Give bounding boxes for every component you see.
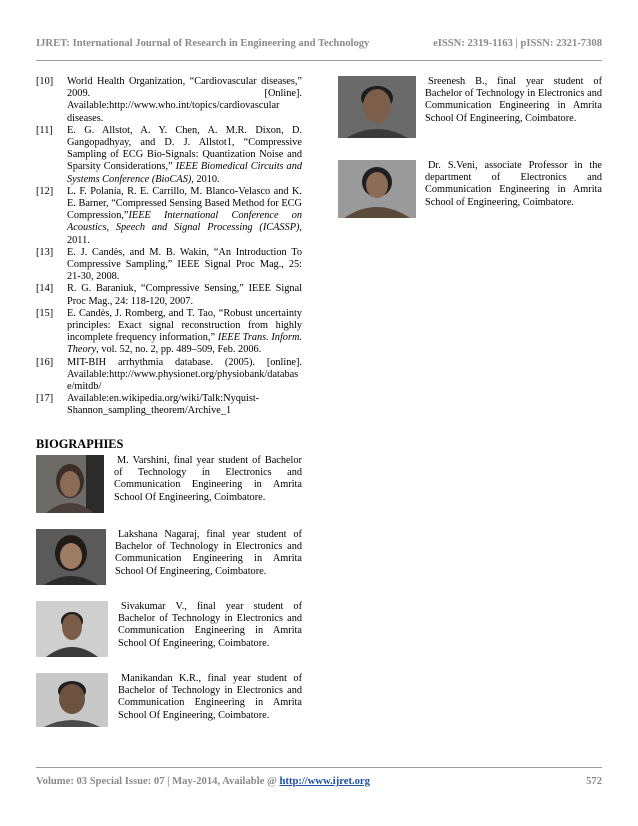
reference-list [36, 76, 302, 418]
bio-text: Lakshana Nagaraj, final year student of Bachelor of Technology in Electronics and Communication Engineering in Amrita School Of Engineering, Coimbatore. [115, 529, 302, 577]
reference-number: [17] [36, 393, 54, 405]
footer-volume-text: Volume: 03 Special Issue: 07 | May-2014, Available @ [36, 776, 277, 787]
bio-sreenesh-b [338, 76, 602, 138]
reference-item [36, 393, 302, 417]
bio-text: M. Varshini, final year student of Bachelor of Technology in Electronics and Communication Engineering in Amrita School Of Engineering, Coimbatore. [114, 455, 302, 503]
reference-text: E. J. Candès, and M. B. Wakin, “An Introduction To Compressive Sampling,” IEEE Signal Proc Mag., 25: 21-30, 2008. [67, 246, 302, 283]
biographies-heading: BIOGRAPHIES [36, 437, 124, 451]
reference-number: [16] [36, 356, 54, 368]
bio-lakshana-nagaraj [36, 529, 302, 585]
reference-number: [10] [36, 76, 54, 87]
page-footer [36, 776, 602, 787]
author-photo [36, 529, 106, 585]
bio-dr-s-veni [338, 160, 602, 218]
issn-text: eISSN: 2319-1163 | pISSN: 2321-7308 [433, 38, 602, 49]
reference-item [36, 357, 302, 394]
reference-number: [12] [36, 185, 54, 197]
reference-text: E. Candès, J. Romberg, and T. Tao, “Robust uncertainty principles: Exact signal reconstruction from highly incomplete frequency information,” IEEE Trans. Inform. Theory, vol. 52, no. 2, pp. 489–509, Feb. 2006. [67, 307, 302, 356]
author-photo [36, 673, 108, 727]
reference-item [36, 76, 302, 125]
reference-item [36, 186, 302, 247]
reference-number: [11] [36, 124, 53, 136]
journal-url-link[interactable]: http://www.ijret.org [279, 776, 370, 787]
footer-rule [36, 767, 602, 768]
author-photo [338, 160, 416, 218]
bio-m-varshini [36, 455, 302, 513]
reference-text: E. G. Allstot, A. Y. Chen, A. M.R. Dixon, D. Gangopadhyay, and D. J. Allstot1, “Compressive Sampling of ECG Bio-Signals: Quantization Noise and Sparsity Considerations,” IEEE Biomedical Circuits and Systems Conference (BioCAS), 2010. [67, 124, 302, 185]
reference-item [36, 308, 302, 357]
reference-item [36, 247, 302, 284]
page-header [36, 38, 602, 49]
reference-text: Available:en.wikipedia.org/wiki/Talk:Nyquist-Shannon_sampling_theorem/Archive_1 [67, 393, 260, 417]
author-photo [36, 455, 104, 513]
bio-text: Dr. S.Veni, associate Professor in the department of Electronics and Communication Engineering in Amrita School of Engineering, Coimbatore. [425, 160, 602, 208]
author-photo [36, 601, 108, 657]
reference-text: MIT-BIH arrhythmia database. (2005). [online]. Available:http://www.physionet.org/physiobank/database/mitdb/ [67, 356, 302, 393]
reference-text: R. G. Baraniuk, “Compressive Sensing,” IEEE Signal Proc Mag., 24: 118-120, 2007. [67, 283, 302, 307]
reference-item [36, 283, 302, 307]
journal-title: IJRET: International Journal of Research in Engineering and Technology [36, 38, 370, 49]
author-photo [338, 76, 416, 138]
bio-manikandan-kr [36, 673, 302, 727]
reference-number: [15] [36, 307, 54, 319]
bio-text: Manikandan K.R., final year student of Bachelor of Technology in Electronics and Communication Engineering in Amrita School Of Engineering, Coimbatore. [118, 673, 302, 721]
reference-number: [13] [36, 246, 54, 258]
reference-text: L. F. Polanía, R. E. Carrillo, M. Blanco-Velasco and K. E. Barner, “Compressed Sensing Based Method for ECG Compression,”IEEE International Conference on Acoustics, Speech and Signal Processing (ICASSP), 2011. [67, 185, 302, 246]
bio-sivakumar-v [36, 601, 302, 657]
reference-item [36, 125, 302, 186]
bio-text: Sreenesh B., final year student of Bachelor of Technology in Electronics and Communication Engineering in Amrita School Of Engineering, Coimbatore. [425, 76, 602, 124]
reference-number: [14] [36, 283, 54, 295]
page-number: 572 [586, 776, 602, 787]
bio-text: Sivakumar V., final year student of Bachelor of Technology in Electronics and Communication Engineering in Amrita School Of Engineering, Coimbatore. [118, 601, 302, 649]
header-rule [36, 60, 602, 61]
footer-volume [36, 776, 370, 787]
reference-text: World Health Organization, “Cardiovascular diseases,” 2009. [Online]. Available:http://www.who.int/topics/cardiovascular diseases. [67, 76, 302, 124]
